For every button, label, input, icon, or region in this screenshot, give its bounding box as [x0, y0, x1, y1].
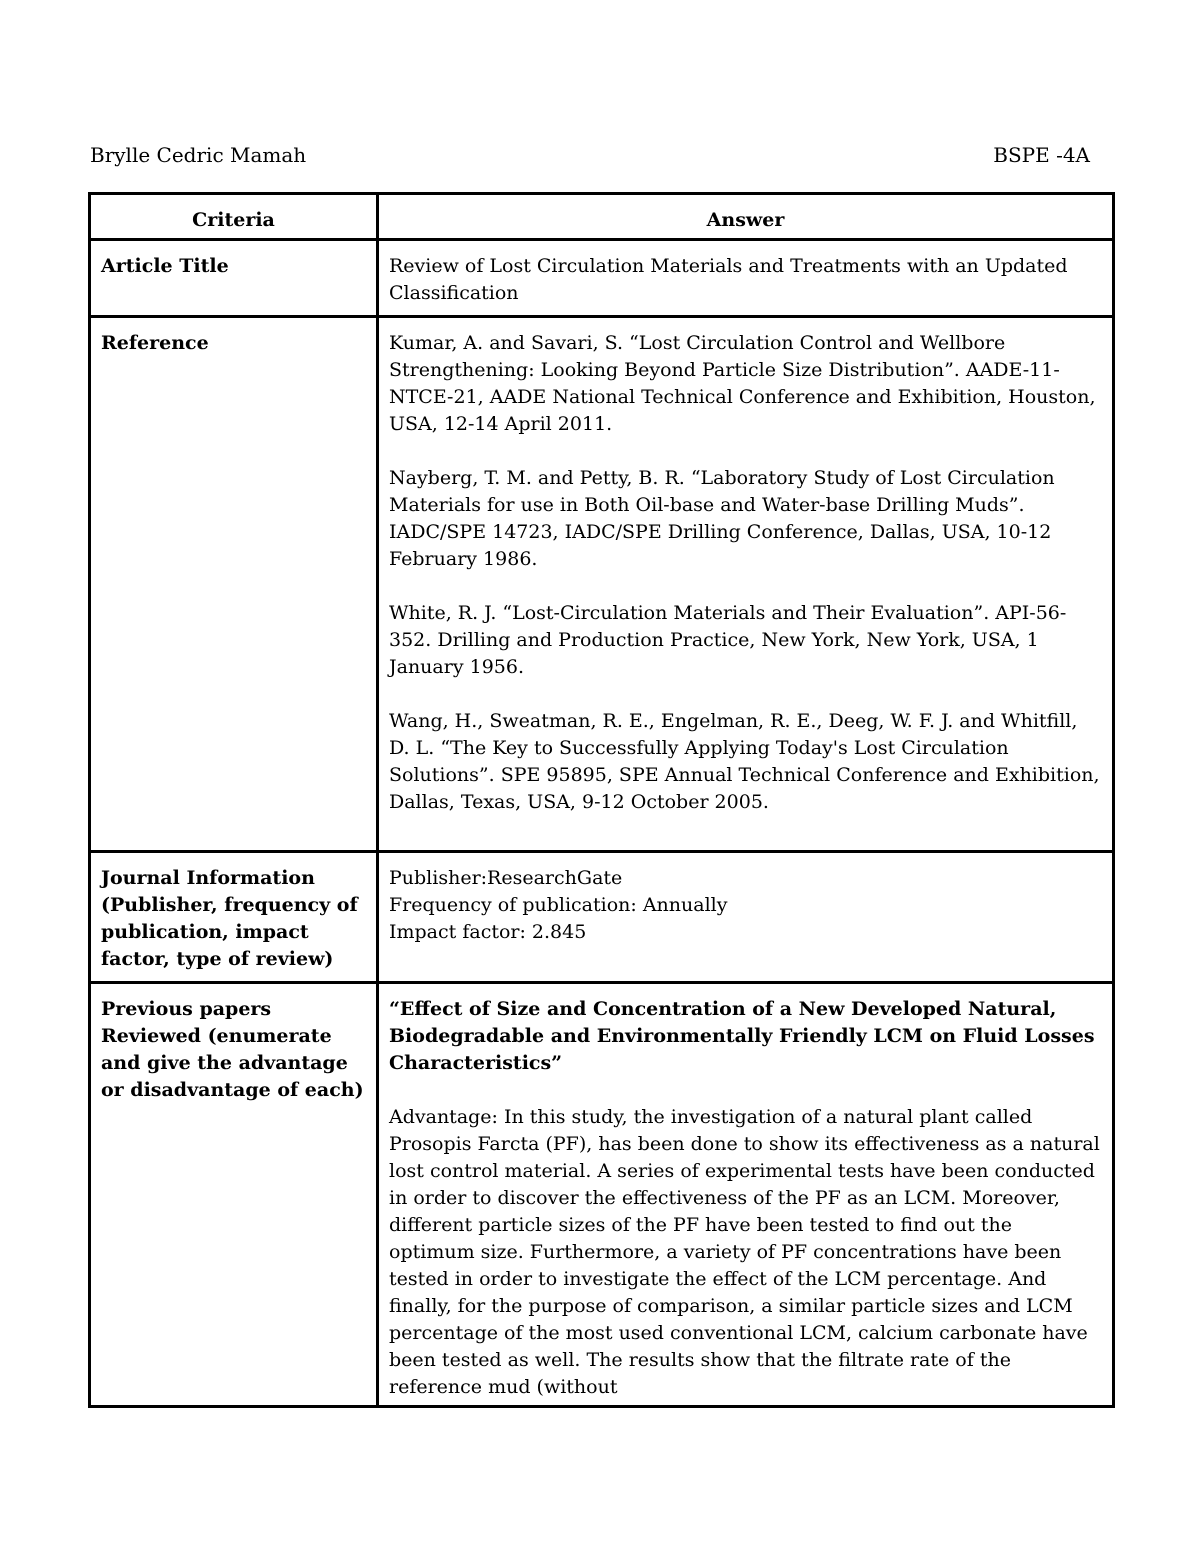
article-title-value: Review of Lost Circulation Materials and Treatments with an Updated Classification [378, 240, 1114, 317]
table-row [90, 240, 1114, 317]
previous-paper-title: “Effect of Size and Concentration of a New Developed Natural, Biodegradable and Environmentally Friendly LCM on Fluid Losses Characteristics” [389, 998, 1095, 1074]
reference-label: Reference [90, 317, 378, 852]
answer-column-header: Answer [378, 194, 1114, 240]
table-row [90, 852, 1114, 983]
previous-paper-advantage: Advantage: In this study, the investigation of a natural plant called Prosopis Farcta (PF), has been done to show its effectiveness as a natural lost control material. A series of experimental tests have been conducted in order to discover the effectiveness of the PF as an LCM. Moreover, different particle sizes of the PF have been tested to find out the optimum size. Furthermore, a variety of PF concentrations have been tested in order to investigate the effect of the LCM percentage. And finally, for the purpose of comparison, a similar particle sizes and LCM percentage of the most used conventional LCM, calcium carbonate have been tested as well. The results show that the filtrate rate of the reference mud (without [389, 1106, 1100, 1398]
journal-publisher: Publisher:ResearchGate [389, 867, 623, 889]
previous-papers-label: Previous papers Reviewed (enumerate and give the advantage or disadvantage of each) [90, 983, 378, 1407]
reference-entry: Wang, H., Sweatman, R. E., Engelman, R. E., Deeg, W. F. J. and Whitfill, D. L. “The Key to Successfully Applying Today's Lost Circulation Solutions”. SPE 95895, SPE Annual Technical Conference and Exhibition, Dallas, Texas, USA, 9-12 October 2005. [389, 710, 1100, 813]
table-row [90, 983, 1114, 1407]
article-title-label: Article Title [90, 240, 378, 317]
reference-entry: Kumar, A. and Savari, S. “Lost Circulation Control and Wellbore Strengthening: Looking Beyond Particle Size Distribution”. AADE-11-NTCE-21, AADE National Technical Conference and Exhibition, Houston, USA, 12-14 April 2011. [389, 332, 1096, 435]
table-row [90, 317, 1114, 852]
criteria-column-header: Criteria [90, 194, 378, 240]
reference-entry: Nayberg, T. M. and Petty, B. R. “Laboratory Study of Lost Circulation Materials for use in Both Oil-base and Water-base Drilling Muds”. IADC/SPE 14723, IADC/SPE Drilling Conference, Dallas, USA, 10-12 February 1986. [389, 467, 1055, 570]
reference-list [378, 317, 1114, 852]
journal-info-value [378, 852, 1114, 983]
reference-entry: White, R. J. “Lost-Circulation Materials and Their Evaluation”. API-56-352. Drilling and Production Practice, New York, New York, USA, 1 January 1956. [389, 602, 1067, 678]
student-section: BSPE -4A [993, 143, 1090, 167]
review-table [88, 192, 1115, 1408]
page-header [90, 143, 1090, 173]
previous-papers-value [378, 983, 1114, 1407]
student-name: Brylle Cedric Mamah [90, 143, 307, 167]
journal-info-label: Journal Information (Publisher, frequency of publication, impact factor, type of review) [90, 852, 378, 983]
journal-frequency: Frequency of publication: Annually [389, 894, 728, 916]
table-header-row [90, 194, 1114, 240]
journal-impact-factor: Impact factor: 2.845 [389, 921, 587, 943]
